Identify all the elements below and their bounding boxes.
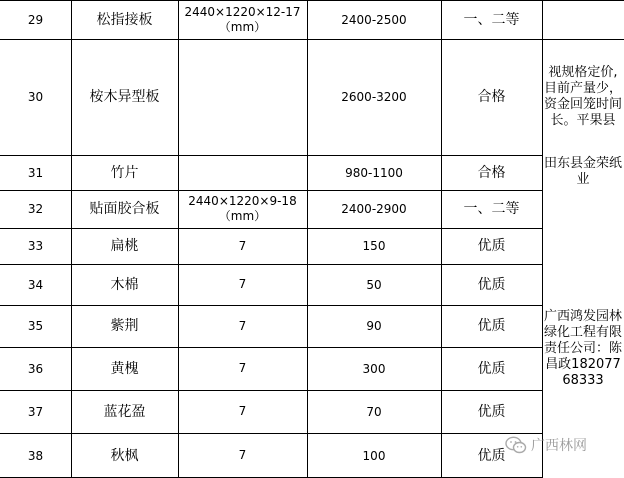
price-cell: 90 xyxy=(366,319,382,333)
row-number-cell: 35 xyxy=(27,319,44,333)
item-name-cell: 黄槐 xyxy=(110,360,139,377)
note-cell-company: 田东县金荣纸业 xyxy=(544,156,623,187)
price-cell: 150 xyxy=(362,239,386,253)
spec-cell xyxy=(178,155,307,190)
item-name-cell: 竹片 xyxy=(110,164,139,181)
row-number-cell: 29 xyxy=(27,12,44,27)
spec-cell: 2440×1220×9-18（mm） xyxy=(188,194,297,223)
grid-line xyxy=(542,39,624,40)
spec-cell: 7 xyxy=(238,361,247,375)
grid-line xyxy=(0,433,542,434)
row-number-cell: 32 xyxy=(27,202,44,216)
row-number-cell: 30 xyxy=(27,90,44,104)
price-cell: 2600-3200 xyxy=(341,90,407,104)
row-number-cell: 36 xyxy=(27,361,44,376)
grid-line xyxy=(0,305,542,306)
spec-cell: 7 xyxy=(238,404,247,418)
grade-cell: 合格 xyxy=(477,164,506,181)
price-cell: 980-1100 xyxy=(345,165,403,180)
grid-line xyxy=(0,264,542,265)
item-name-cell: 扁桃 xyxy=(110,238,139,254)
watermark xyxy=(505,432,623,458)
grid-line xyxy=(0,390,542,391)
row-number-cell: 34 xyxy=(27,277,44,292)
price-cell: 70 xyxy=(366,404,382,419)
grid-line xyxy=(441,0,442,478)
spec-cell: 7 xyxy=(238,448,247,462)
grade-cell: 优质 xyxy=(477,360,506,377)
price-cell: 2400-2500 xyxy=(341,12,407,27)
row-number-cell: 31 xyxy=(27,165,44,180)
grid-line xyxy=(542,0,543,478)
grid-line xyxy=(0,347,542,348)
item-name-cell: 秋枫 xyxy=(110,447,139,464)
item-name-cell: 紫荆 xyxy=(110,318,139,334)
grade-cell: 优质 xyxy=(477,447,506,464)
spec-cell: 2440×1220×12-17（mm） xyxy=(184,4,301,34)
grade-cell: 一、二等 xyxy=(463,11,520,28)
item-name-cell: 桉木异型板 xyxy=(89,89,160,105)
grid-line xyxy=(542,0,624,1)
grade-cell: 优质 xyxy=(477,238,506,254)
grade-cell: 合格 xyxy=(477,89,506,105)
grid-line xyxy=(0,228,542,229)
item-name-cell: 松指接板 xyxy=(96,11,153,28)
grade-cell: 优质 xyxy=(477,276,506,293)
spec-cell xyxy=(178,39,307,155)
price-cell: 2400-2900 xyxy=(341,202,407,216)
grid-line xyxy=(178,0,179,478)
item-name-cell: 贴面胶合板 xyxy=(89,201,160,217)
row-number-cell: 37 xyxy=(27,404,44,419)
note-cell-pricing: 视规格定价,目前产量少，资金回笼时间长。平果县 xyxy=(544,64,623,128)
wechat-logo-icon xyxy=(505,436,527,454)
row-number-cell: 33 xyxy=(27,239,44,253)
price-cell: 300 xyxy=(362,361,386,376)
grid-line xyxy=(0,0,542,1)
spec-cell: 7 xyxy=(238,318,247,333)
grid-line xyxy=(71,0,72,478)
spec-cell: 7 xyxy=(238,238,247,253)
grid-line xyxy=(0,39,542,40)
grid-line xyxy=(307,0,308,478)
price-cell: 100 xyxy=(362,448,386,463)
note-cell-contact: 广西鸿发园林绿化工程有限责任公司：陈昌政18207768333 xyxy=(544,309,623,388)
watermark-text: 广西林网 xyxy=(531,438,587,454)
grade-cell: 优质 xyxy=(477,403,506,420)
grid-line xyxy=(0,190,542,191)
row-number-cell: 38 xyxy=(27,448,44,463)
grade-cell: 优质 xyxy=(477,318,506,334)
item-name-cell: 蓝花盈 xyxy=(103,403,146,420)
grade-cell: 一、二等 xyxy=(463,201,520,217)
price-cell: 50 xyxy=(366,277,382,292)
grid-line xyxy=(0,155,542,156)
spec-cell: 7 xyxy=(238,277,247,291)
item-name-cell: 木棉 xyxy=(110,276,139,293)
